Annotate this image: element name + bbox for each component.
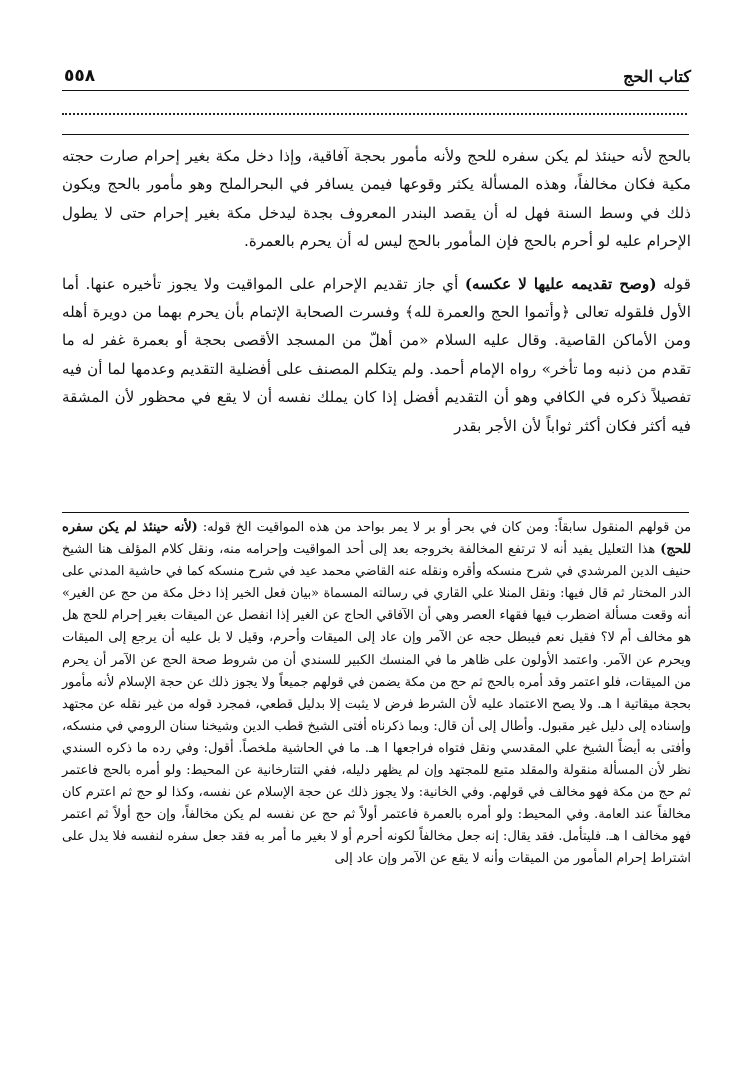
header-rule — [62, 90, 689, 91]
main-paragraph-2-lead: قوله — [656, 274, 691, 293]
main-paragraph-2-body: أي جاز تقديم الإحرام على المواقيت ولا يجوز تأخيره عنها. أما الأول فلقوله تعالى ﴿وأتموا الحج والعمرة لله﴾ وفسرت الصحابة الإتمام بأن يحرم بهما من دويرة أهله ومن الأماكن القاصية. وقال عليه السلام «من أهلّ من المسجد الأقصى بحجة أو بعمرة غفر له ما تقدم من ذنبه وما تأخر» رواه الإمام أحمد. ولم يتكلم المصنف على أفضلية التقديم وعدمها لما أن فيه تفصيلاً ذكره في الكافي وهو أن التقديم أفضل إذا كان يملك نفسه أن لا يقع في محظور لأن المشقة فيه أكثر فكان أكثر ثواباً لأن الأجر بقدر — [62, 274, 691, 435]
page-header — [64, 60, 691, 86]
footnote-paragraph — [62, 517, 691, 871]
main-paragraph-2-quote: (وصح تقديمه عليها لا عكسه) — [464, 274, 657, 293]
page-number: ٥٥٨ — [64, 66, 96, 86]
dotted-separator — [62, 113, 687, 115]
footnote-lead: من قولهم المنقول سابقاً: ومن كان في بحر أو بر لا يمر بواحد من هذه المواقيت الخ قوله: — [197, 520, 692, 535]
footnote-body: هذا التعليل يفيد أنه لا ترتفع المخالفة بخروجه بعد إلى أحد المواقيت وإحرامه منه، ونقل كلام المؤلف هنا الشيخ حنيف الدين المرشدي في شرح منسكه وأقره ونقله عنه القاضي محمد عيد في شرح منسكه كما في حاشية المدني على الدر المختار ثم قال فيها: ونقل المنلا علي القاري في رسالته المسماة «بيان فعل الخير إذا دخل مكة من حج عن الغير» أنه وقعت مسألة اضطرب فيها فقهاء العصر وهي أن الآفاقي الحاج عن الغير إذا انفصل عن الميقات بغير إحرام للحج هل هو مخالف أم لا؟ فقيل نعم فيبطل حجه عن الآمر وإن عاد إلى الميقات وأحرم، وقيل لا بل عليه أن يرجع إلى الميقات ويحرم عن الآمر. واعتمد الأولون على ظاهر ما في المنسك الكبير للسندي أن من شروط صحة الحج عن الآمر أن يحرم من الميقات، فلو اعتمر وقد أمره بالحج ثم حج من مكة يضمن في قولهم جميعاً ولا يجوز ذلك عن حجة الإسلام لأنه مأمور بحجة ميقاتية ا هـ. ولا يصح الاعتماد عليه لأن الشرط فرض لا يثبت إلا بدليل قطعي، فمجرد قوله من غير نقله عن مجتهد وإسناده إلى دليل غير مقبول. وأطال إلى أن قال: وبما ذكرناه أفتى الشيخ قطب الدين وشيخنا سنان الرومي في منسكه، وأفتى به أيضاً الشيخ علي المقدسي ونقل فتواه فراجعها ا هـ. ما في الحاشية ملخصاً. أقول: وفي رده ما ذكره السندي نظر لأن المسألة منقولة والمقلد متبع للمجتهد وإن لم يظهر دليله، ففي التتارخانية عن المحيط: ولو أمره بالحج فاعتمر ثم حج من مكة فهو مخالف في قولهم. وفي الخانية: ولا يجوز ذلك عن حجة الإسلام عن نفسه، وكذا لو حج ثم اعترم كان مخالفاً عند العامة. وفي المحيط: ولو أمره بالعمرة فاعتمر أولاً ثم حج عن نفسه لم يكن مخالفاً، وإن حج أولاً ثم اعتمر فهو مخالف ا هـ. فليتأمل. فقد يقال: إنه جعل مخالفاً لكونه أحرم أو لا بغير ما أمر به فقد جعل سفره لنفسه فلا يدل على اشتراط إحرام المأمور من الميقات وأنه لا يقع عن الآمر وإن عاد إلى — [62, 542, 691, 867]
main-paragraph-2 — [62, 270, 691, 440]
footnote-rule — [62, 512, 689, 513]
footnotes — [62, 517, 691, 871]
running-title: كتاب الحج — [623, 67, 691, 86]
section-rule — [62, 134, 689, 135]
main-text — [62, 142, 691, 440]
main-paragraph-1: بالحج لأنه حينئذ لم يكن سفره للحج ولأنه مأمور بحجة آفاقية، وإذا دخل مكة بغير إحرام صارت حجته مكية فكان مخالفاً، وهذه المسألة يكثر وقوعها فيمن يسافر في البحرالملح وهو مأمور بالحج ويكون ذلك في وسط السنة فهل له أن يقصد البندر المعروف بجدة ليدخل مكة بغير إحرام حتى لا يطول الإحرام عليه لو أحرم بالحج فإن المأمور بالحج ليس له أن يحرم بالعمرة. — [62, 147, 691, 251]
footnote-quote: (لأنه حينئذ لم يكن سفره للحج) — [62, 520, 691, 558]
